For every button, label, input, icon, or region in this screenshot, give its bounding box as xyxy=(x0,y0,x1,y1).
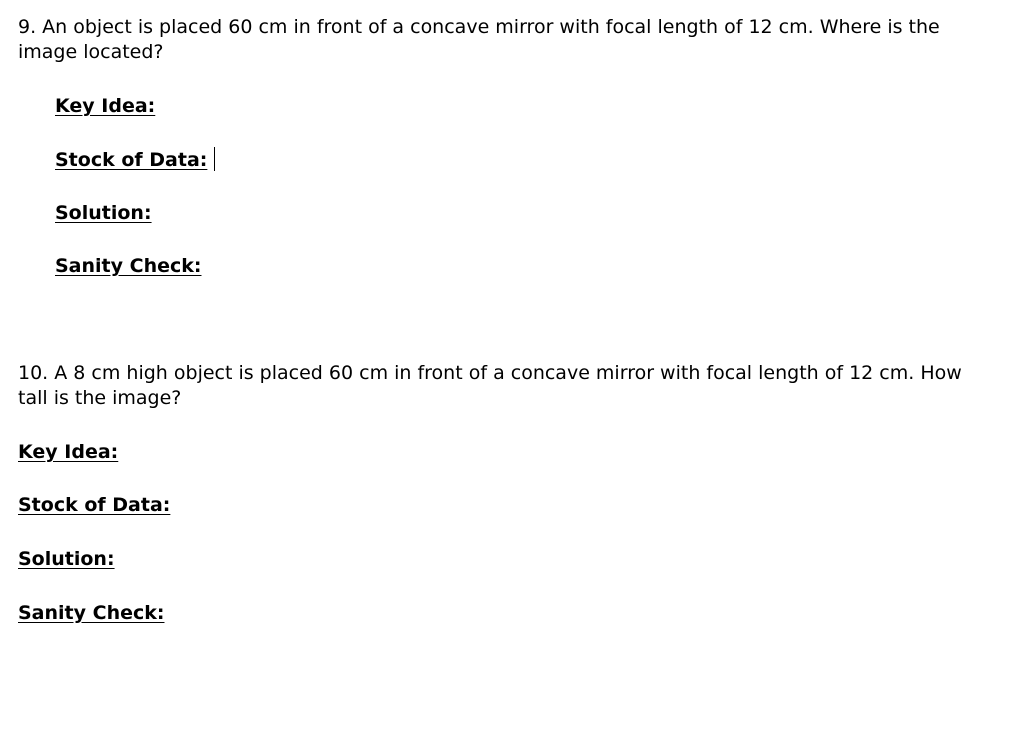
question-10-solution-heading: Solution: xyxy=(18,548,115,570)
question-10-stock-of-data-heading: Stock of Data: xyxy=(18,494,171,516)
question-9-stock-of-data-heading: Stock of Data: xyxy=(55,149,208,171)
question-9-stock-of-data-row[interactable] xyxy=(55,147,215,172)
question-9-text: 9. An object is placed 60 cm in front of a concave mirror with focal length of 12 cm. Where is the image located? xyxy=(18,16,940,63)
question-9-solution-heading: Solution: xyxy=(55,202,152,224)
question-10-key-idea-heading: Key Idea: xyxy=(18,441,119,463)
question-10-sanity-check-heading: Sanity Check: xyxy=(18,602,165,624)
text-cursor xyxy=(214,147,215,171)
question-9-key-idea-heading: Key Idea: xyxy=(55,95,156,117)
question-9-sanity-check-heading: Sanity Check: xyxy=(55,255,202,277)
question-10-text: 10. A 8 cm high object is placed 60 cm in front of a concave mirror with focal length of 12 cm. How tall is the image? xyxy=(18,362,962,409)
